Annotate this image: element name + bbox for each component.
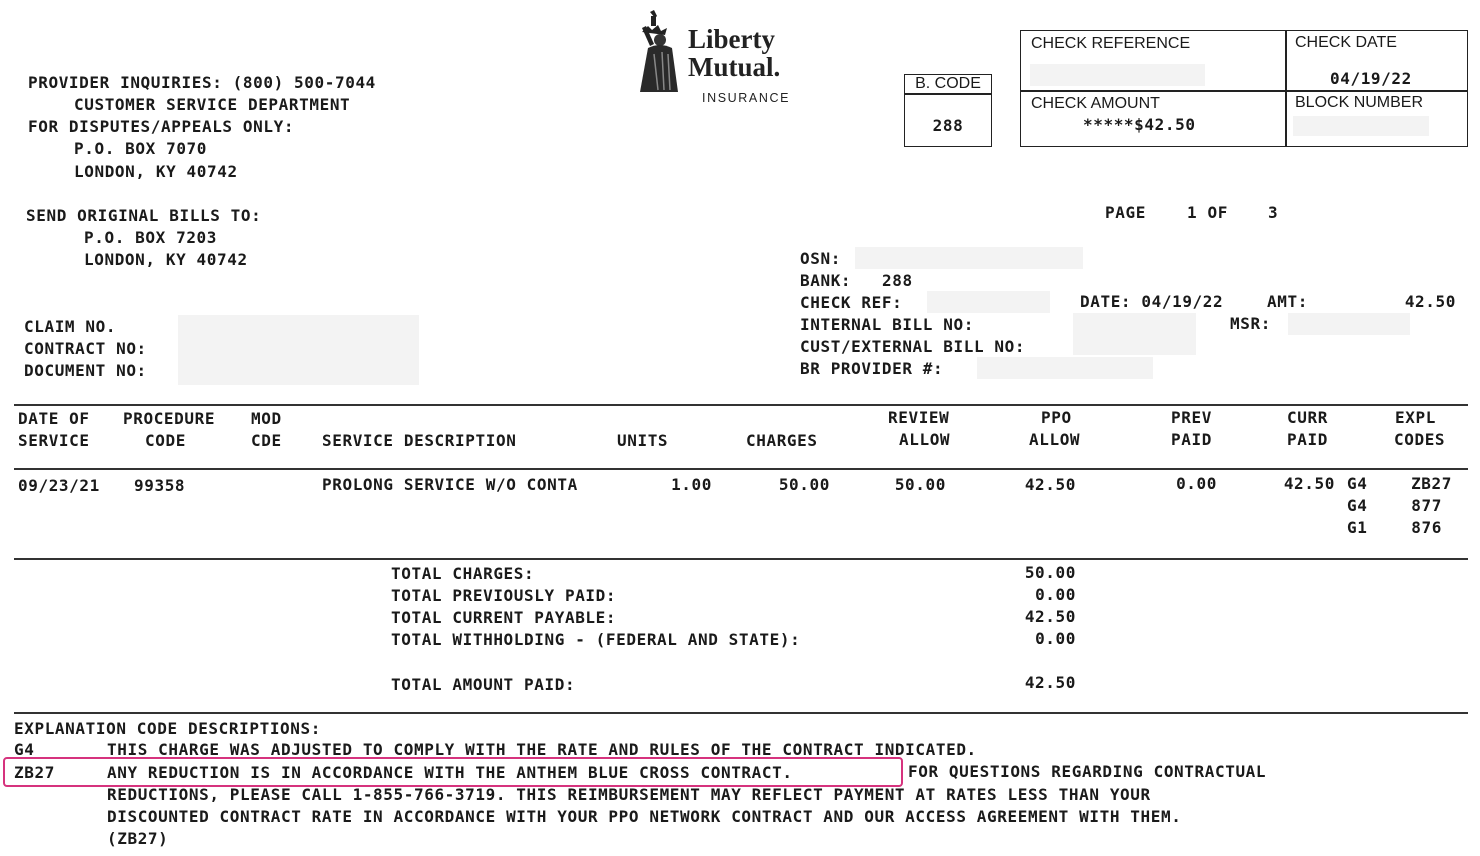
header-ppo-allow: ALLOW: [1029, 430, 1081, 449]
header-mod: MOD: [251, 409, 282, 428]
row-procedure-code: 99358: [134, 476, 186, 495]
explanation-code-g4: G4: [14, 740, 35, 759]
header-code: CODE: [145, 431, 186, 450]
row-charges: 50.00: [778, 475, 830, 494]
row-expl-code-3: 876: [1411, 518, 1442, 537]
total-prev-paid-label: TOTAL PREVIOUSLY PAID:: [391, 586, 617, 605]
logo-mutual-text: Mutual.: [688, 52, 781, 82]
send-bills-city: LONDON, KY 40742: [84, 250, 248, 269]
disputes-label: FOR DISPUTES/APPEALS ONLY:: [28, 117, 295, 136]
br-provider-redacted: [977, 357, 1153, 379]
check-amount-label: CHECK AMOUNT: [1031, 95, 1160, 112]
header-review: REVIEW: [888, 408, 950, 427]
check-reference-redacted: [1030, 64, 1205, 86]
zb27-highlight-box: [3, 757, 903, 787]
total-prev-paid-value: 0.00: [1035, 585, 1076, 604]
block-number-redacted: [1293, 116, 1429, 136]
explanation-text-g4: THIS CHARGE WAS ADJUSTED TO COMPLY WITH THE RATE AND RULES OF THE CONTRACT INDICATED.: [107, 740, 977, 759]
row-expl-group-3: G1: [1347, 518, 1368, 537]
msr-label: MSR:: [1230, 314, 1271, 333]
row-expl-group-2: G4: [1347, 496, 1368, 515]
header-review-allow: ALLOW: [899, 430, 951, 449]
row-expl-group-1: G4: [1347, 474, 1368, 493]
row-curr-paid: 42.50: [1283, 474, 1335, 493]
table-top-rule: [14, 404, 1468, 406]
total-amount-paid-value: 42.50: [1024, 673, 1076, 692]
liberty-mutual-logo: [620, 8, 810, 106]
page-current: 1 OF: [1187, 203, 1228, 222]
header-date-of: DATE OF: [18, 409, 90, 428]
total-withholding-label: TOTAL WITHHOLDING - (FEDERAL AND STATE):: [391, 630, 801, 649]
row-review-allow: 50.00: [894, 475, 946, 494]
bcode-label: B. CODE: [915, 75, 981, 92]
row-ppo-allow: 42.50: [1024, 475, 1076, 494]
bank-label: BANK:: [800, 271, 852, 290]
header-expl: EXPL: [1395, 408, 1436, 427]
cust-external-bill-label: CUST/EXTERNAL BILL NO:: [800, 337, 1026, 356]
internal-bill-redacted: [1073, 313, 1196, 355]
send-bills-po-box: P.O. BOX 7203: [84, 228, 218, 247]
explanations-title: EXPLANATION CODE DESCRIPTIONS:: [14, 719, 321, 738]
disputes-city: LONDON, KY 40742: [74, 162, 238, 181]
claim-info-redacted: [178, 315, 419, 385]
customer-service-department: CUSTOMER SERVICE DEPARTMENT: [74, 95, 351, 114]
total-current-payable-label: TOTAL CURRENT PAYABLE:: [391, 608, 617, 627]
bcode-value: 288: [932, 116, 964, 135]
check-amount-value: *****$42.50: [1083, 115, 1196, 134]
explanation-text-zb27: ANY REDUCTION IS IN ACCORDANCE WITH THE ANTHEM BLUE CROSS CONTRACT.: [107, 763, 793, 782]
explanation-text-zb27-line4: (ZB27): [107, 829, 169, 848]
osn-redacted: [855, 247, 1083, 269]
row-prev-paid: 0.00: [1176, 474, 1217, 493]
table-bottom-rule: [14, 558, 1468, 560]
check-date-value: 04/19/22: [1330, 69, 1412, 88]
header-service: SERVICE: [18, 431, 90, 450]
date-field: DATE: 04/19/22: [1080, 292, 1224, 311]
block-number-label: BLOCK NUMBER: [1295, 94, 1424, 111]
header-expl-codes: CODES: [1394, 430, 1446, 449]
disputes-po-box: P.O. BOX 7070: [74, 139, 208, 158]
total-charges-value: 50.00: [1024, 563, 1076, 582]
osn-label: OSN:: [800, 249, 841, 268]
explanation-text-zb27-line3: DISCOUNTED CONTRACT RATE IN ACCORDANCE WITH YOUR PPO NETWORK CONTRACT AND OUR ACCESS AGREEMENT WITH THEM.: [107, 807, 1182, 826]
header-service-description: SERVICE DESCRIPTION: [322, 431, 517, 450]
header-procedure: PROCEDURE: [123, 409, 216, 428]
check-date-label: CHECK DATE: [1295, 34, 1397, 51]
total-amount-paid-label: TOTAL AMOUNT PAID:: [391, 675, 576, 694]
table-header-rule: [14, 468, 1468, 470]
explanation-text-zb27-continued: FOR QUESTIONS REGARDING CONTRACTUAL: [908, 762, 1267, 781]
row-units: 1.00: [671, 475, 712, 494]
header-curr: CURR: [1287, 408, 1328, 427]
br-provider-label: BR PROVIDER #:: [800, 359, 944, 378]
claim-no-label: CLAIM NO.: [24, 317, 117, 336]
total-charges-label: TOTAL CHARGES:: [391, 564, 535, 583]
document-no-label: DOCUMENT NO:: [24, 361, 147, 380]
amt-value: 42.50: [1404, 292, 1456, 311]
contract-no-label: CONTRACT NO:: [24, 339, 147, 358]
send-bills-label: SEND ORIGINAL BILLS TO:: [26, 206, 262, 225]
header-ppo: PPO: [1041, 408, 1072, 427]
check-reference-label: CHECK REFERENCE: [1031, 35, 1191, 52]
row-date: 09/23/21: [18, 476, 100, 495]
msr-redacted: [1288, 313, 1410, 335]
header-curr-paid: PAID: [1287, 430, 1328, 449]
page-label: PAGE: [1105, 203, 1146, 222]
total-current-payable-value: 42.50: [1024, 607, 1076, 626]
amt-label: AMT:: [1267, 292, 1308, 311]
logo-liberty-text: Liberty: [688, 24, 775, 54]
check-ref-label: CHECK REF:: [800, 293, 903, 312]
row-service-description: PROLONG SERVICE W/O CONTA: [322, 475, 578, 494]
explanation-code-zb27: ZB27: [14, 763, 55, 782]
logo-insurance-text: INSURANCE: [702, 91, 791, 105]
check-ref-redacted: [927, 291, 1050, 313]
header-prev-paid: PAID: [1171, 430, 1212, 449]
header-cde: CDE: [251, 431, 282, 450]
explanation-text-zb27-line2: REDUCTIONS, PLEASE CALL 1-855-766-3719. THIS REIMBURSEMENT MAY REFLECT PAYMENT AT RATES LESS THAN YOUR: [107, 785, 1151, 804]
bank-value: 288: [882, 271, 913, 290]
header-units: UNITS: [617, 431, 669, 450]
header-charges: CHARGES: [746, 431, 818, 450]
internal-bill-label: INTERNAL BILL NO:: [800, 315, 974, 334]
page-total: 3: [1268, 203, 1279, 222]
statue-of-liberty-icon: [620, 10, 690, 94]
total-withholding-value: 0.00: [1035, 629, 1076, 648]
row-expl-code-2: 877: [1411, 496, 1442, 515]
header-prev: PREV: [1171, 408, 1212, 427]
row-expl-code-1: ZB27: [1411, 474, 1452, 493]
provider-inquiries: PROVIDER INQUIRIES: (800) 500-7044: [28, 73, 376, 92]
explanations-rule: [14, 712, 1468, 714]
